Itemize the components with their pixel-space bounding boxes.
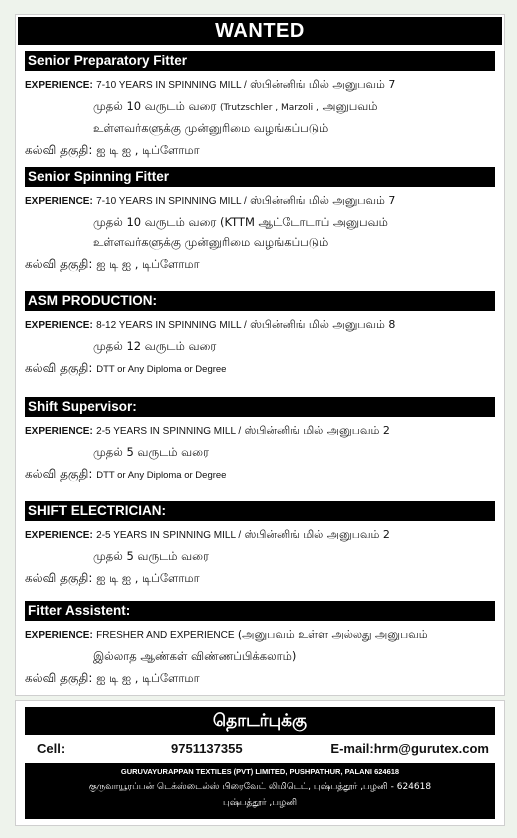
- contact-row: [25, 739, 495, 759]
- education-value: ஐ டி ஐ , டிப்ளோமா: [96, 143, 200, 157]
- education-line: [25, 568, 495, 588]
- job-senior-spinning-fitter: [25, 167, 495, 274]
- experience-line: [25, 625, 495, 646]
- education-label: கல்வி தகுதி:: [25, 467, 93, 481]
- wanted-title: WANTED: [18, 17, 502, 45]
- job-asm-production: [25, 291, 495, 380]
- cell-label: Cell:: [37, 741, 66, 756]
- job-shift-supervisor: [25, 397, 495, 486]
- email-address: E-mail:hrm@gurutex.com: [330, 741, 489, 756]
- education-label: கல்வி தகுதி:: [25, 143, 93, 157]
- education-line: [25, 464, 495, 486]
- experience-cont-tail: அனுபவம்: [322, 99, 378, 113]
- experience-value: 2-5 YEARS IN SPINNING MILL /: [96, 426, 242, 437]
- contact-section: [15, 700, 505, 826]
- education-label: கல்வி தகுதி:: [25, 671, 93, 685]
- education-label: கல்வி தகுதி:: [25, 257, 93, 271]
- experience-tamil: ஸ்பின்னிங் மில் அனுபவம் 7: [250, 78, 396, 91]
- experience-continuation: முதல் 5 வருடம் வரை: [93, 549, 209, 563]
- experience-continuation: இல்லாத ஆண்கள் விண்ணப்பிக்கலாம்): [93, 649, 297, 663]
- machine-names: (Trutzschler , Marzoli ,: [219, 103, 319, 113]
- phone-number: 9751137355: [171, 741, 243, 756]
- experience-line: [25, 421, 495, 442]
- education-line: [25, 358, 495, 380]
- education-value: DTT or Any Diploma or Degree: [96, 470, 227, 481]
- job-title: Senior Preparatory Fitter: [25, 51, 495, 71]
- job-fitter-assistent: [25, 601, 495, 688]
- company-name-tamil: குருவாயூரப்பன் டெக்ஸ்டைல்ஸ் பிரைவேட் லிமிடெட், புஷ்பத்தூர் ,பழனி - 624618: [88, 782, 432, 792]
- contact-title: தொடர்புக்கு: [25, 707, 495, 735]
- experience-continuation: முதல் 10 வருடம் வரை (KTTM ஆட்டோடாப் அனுபவம்: [93, 215, 388, 229]
- experience-label: EXPERIENCE:: [25, 80, 93, 91]
- job-title: Senior Spinning Fitter: [25, 167, 495, 187]
- job-title: SHIFT ELECTRICIAN:: [25, 501, 495, 521]
- education-label: கல்வி தகுதி:: [25, 571, 93, 585]
- experience-cont-text: முதல் 10 வருடம் வரை: [93, 99, 217, 113]
- education-line: [25, 254, 495, 274]
- preference-note: உள்ளவர்களுக்கு முன்னுரிமை வழங்கப்படும்: [93, 235, 329, 249]
- job-shift-electrician: [25, 501, 495, 588]
- job-title: Shift Supervisor:: [25, 397, 495, 417]
- experience-value: 7-10 YEARS IN SPINNING MILL /: [96, 80, 247, 91]
- company-bar: [25, 763, 495, 819]
- company-name-english: GURUVAYURAPPAN TEXTILES (PVT) LIMITED, PUSHPATHUR, PALANI 624618: [120, 767, 400, 776]
- experience-value: FRESHER AND EXPERIENCE: [96, 630, 235, 641]
- education-value: ஐ டி ஐ , டிப்ளோமா: [96, 257, 200, 271]
- experience-label: EXPERIENCE:: [25, 196, 93, 207]
- education-label: கல்வி தகுதி:: [25, 361, 93, 375]
- education-value: ஐ டி ஐ , டிப்ளோமா: [96, 571, 200, 585]
- job-title: ASM PRODUCTION:: [25, 291, 495, 311]
- company-address-tamil: புஷ்பத்தூர் ,பழனி: [223, 798, 297, 808]
- jobs-panel: [15, 14, 505, 696]
- experience-tamil: ஸ்பின்னிங் மில் அனுபவம் 2: [244, 528, 390, 541]
- education-line: [25, 668, 495, 688]
- experience-line: [25, 315, 495, 336]
- experience-continuation: [25, 96, 495, 118]
- experience-tamil: ஸ்பின்னிங் மில் அனுபவம் 7: [250, 194, 396, 207]
- experience-continuation: முதல் 5 வருடம் வரை: [93, 445, 209, 459]
- experience-tamil: ஸ்பின்னிங் மில் அனுபவம் 2: [244, 424, 390, 437]
- experience-value: 7-10 YEARS IN SPINNING MILL /: [96, 196, 247, 207]
- experience-line: [25, 525, 495, 546]
- experience-value: 8-12 YEARS IN SPINNING MILL /: [96, 320, 247, 331]
- experience-line: [25, 75, 495, 96]
- preference-note: உள்ளவர்களுக்கு முன்னுரிமை வழங்கப்படும்: [93, 121, 329, 135]
- experience-value: 2-5 YEARS IN SPINNING MILL /: [96, 530, 242, 541]
- education-line: [25, 140, 495, 160]
- experience-label: EXPERIENCE:: [25, 426, 93, 437]
- education-value: DTT or Any Diploma or Degree: [96, 364, 227, 375]
- experience-tamil: (அனுபவம் உள்ள அல்லது அனுபவம்: [237, 628, 428, 641]
- education-value: ஐ டி ஐ , டிப்ளோமா: [96, 671, 200, 685]
- experience-continuation: முதல் 12 வருடம் வரை: [93, 339, 217, 353]
- experience-tamil: ஸ்பின்னிங் மில் அனுபவம் 8: [250, 318, 396, 331]
- job-title: Fitter Assistent:: [25, 601, 495, 621]
- job-senior-preparatory-fitter: [25, 51, 495, 160]
- experience-label: EXPERIENCE:: [25, 320, 93, 331]
- experience-label: EXPERIENCE:: [25, 530, 93, 541]
- experience-label: EXPERIENCE:: [25, 630, 93, 641]
- experience-line: [25, 191, 495, 212]
